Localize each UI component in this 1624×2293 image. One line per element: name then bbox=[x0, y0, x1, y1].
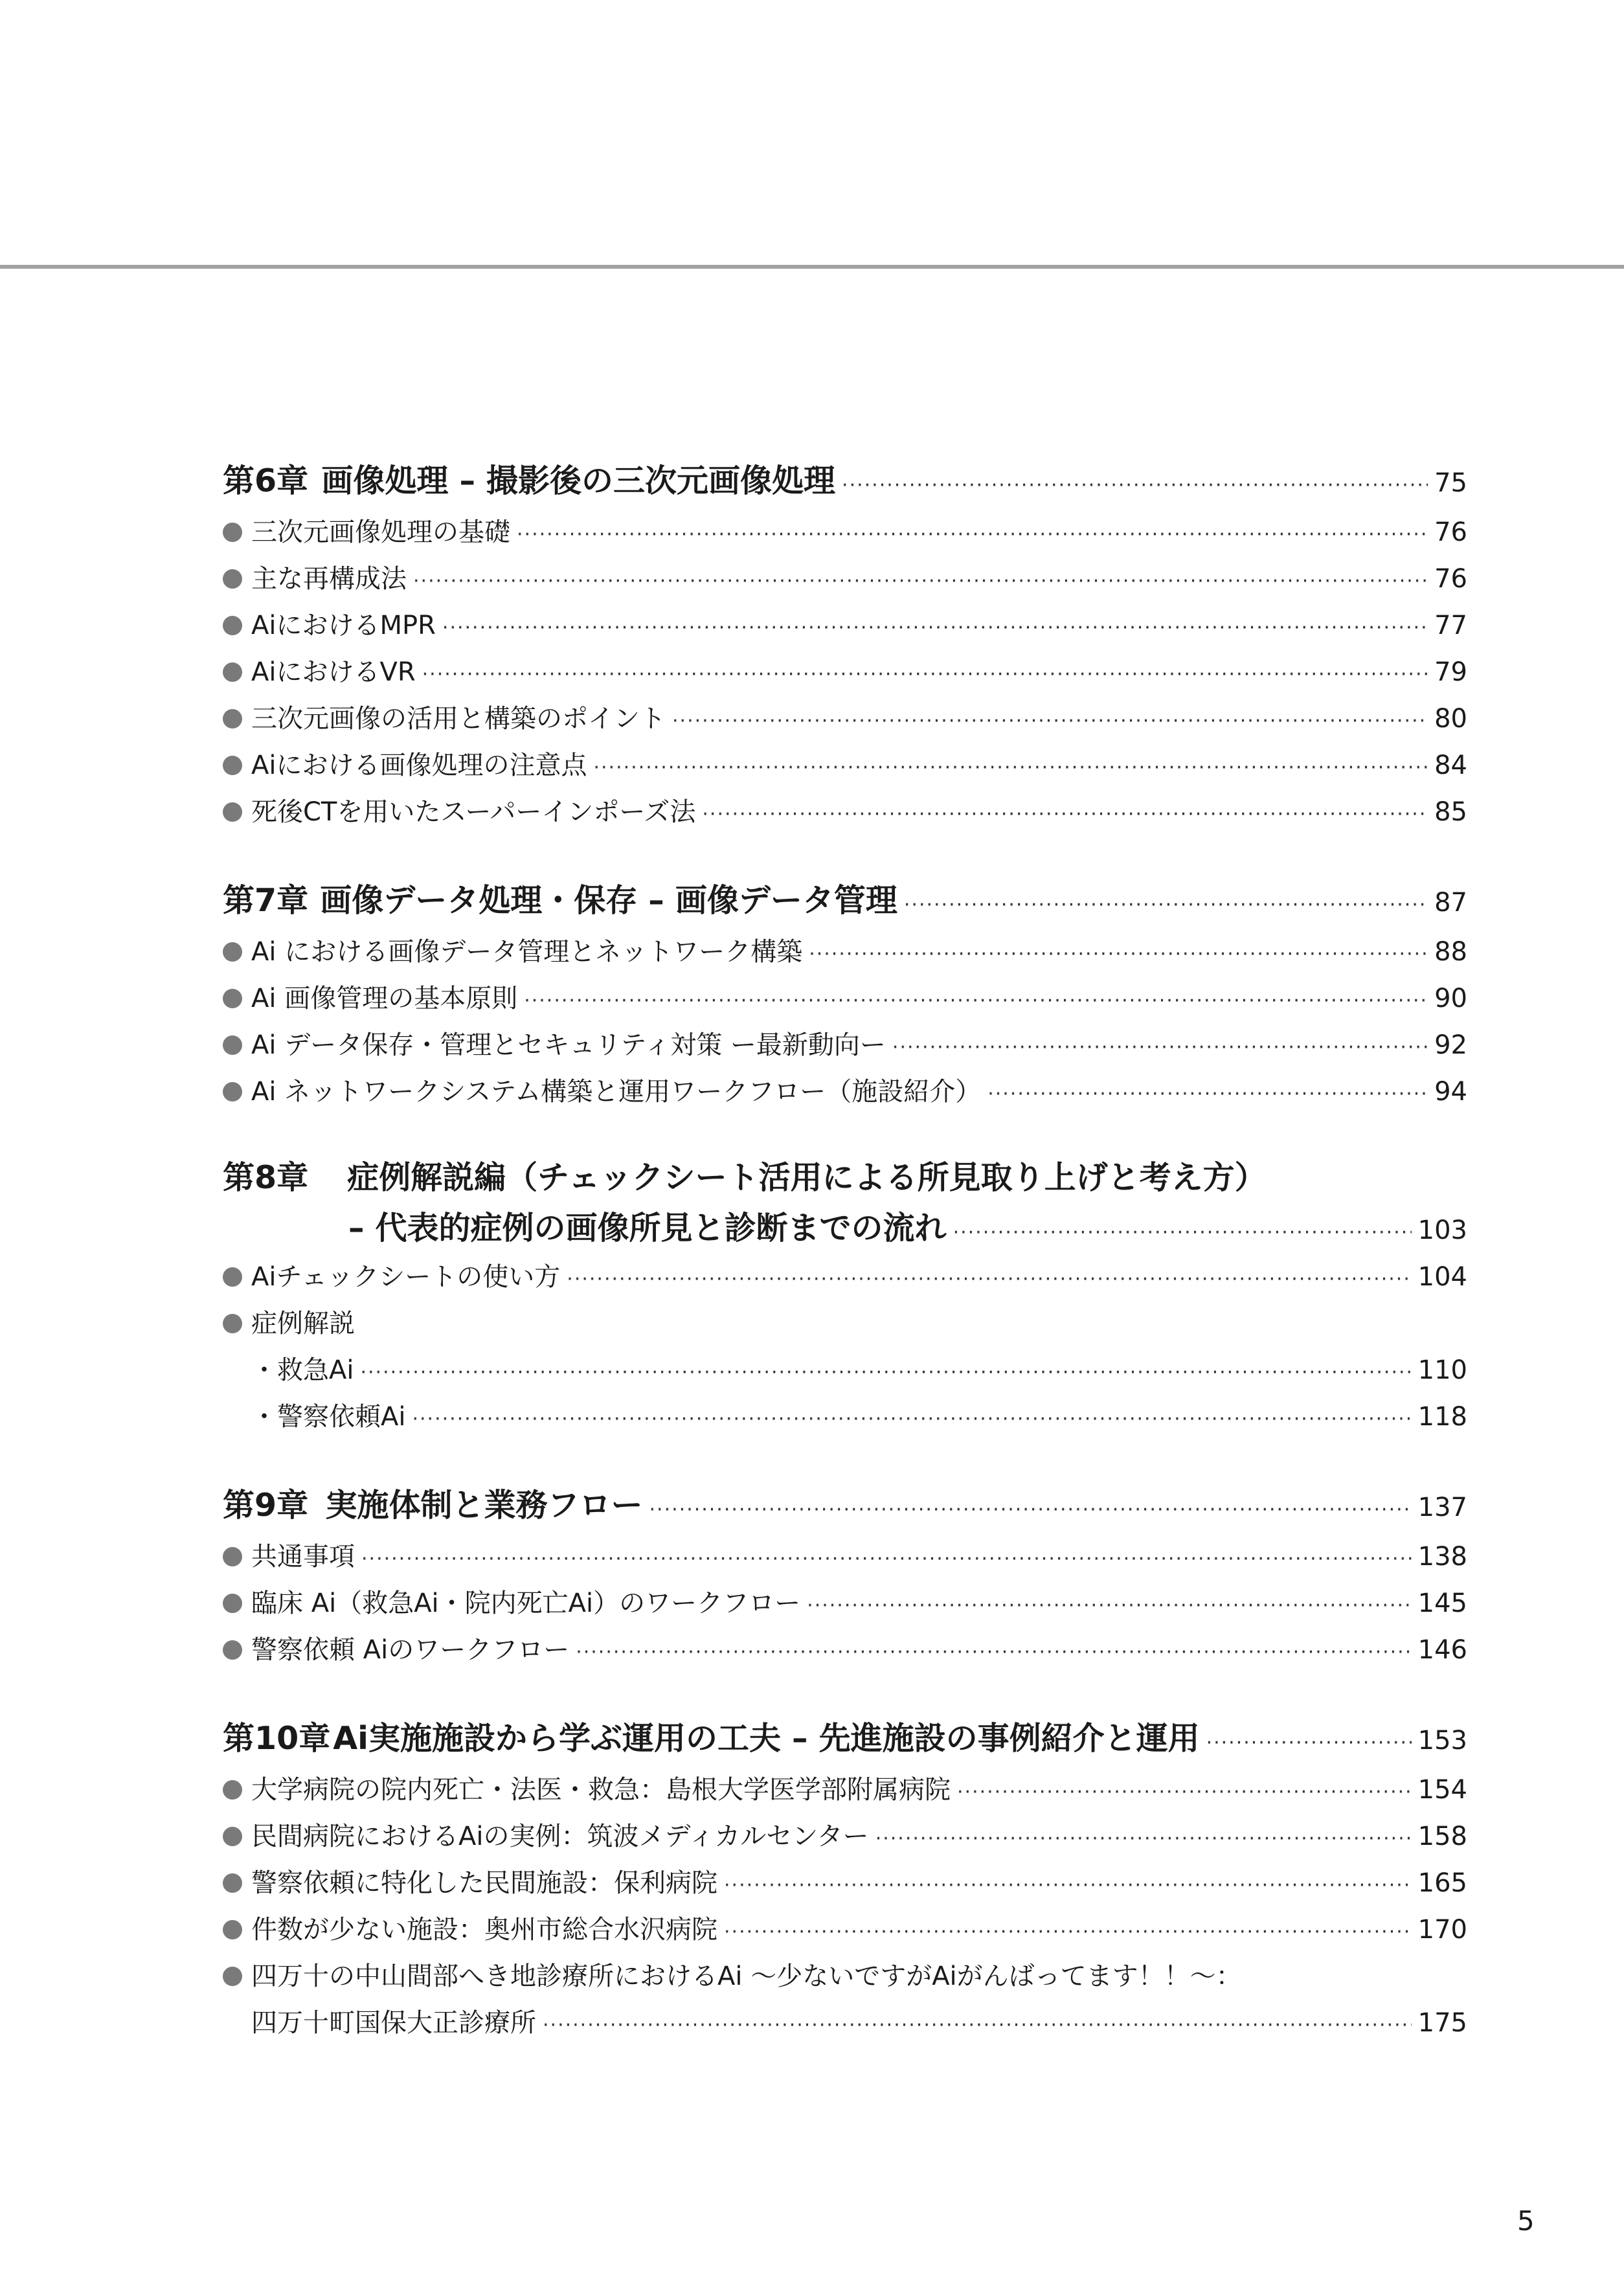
page-ref: 75 bbox=[1434, 468, 1467, 498]
leader-dots bbox=[724, 1862, 1412, 1909]
item-label: Aiにおける画像処理の注意点 bbox=[251, 751, 587, 780]
page-ref: 92 bbox=[1434, 1030, 1467, 1060]
leader-dots bbox=[361, 1536, 1412, 1583]
toc-item[interactable] bbox=[223, 1813, 1467, 1860]
bullet-icon bbox=[223, 1594, 242, 1613]
chapter-number: 第8章 bbox=[223, 1159, 309, 1196]
leader-dots bbox=[593, 745, 1428, 791]
item-label: AiにおけるMPR bbox=[251, 611, 436, 640]
item-label: 共通事項 bbox=[251, 1542, 355, 1572]
toc-item[interactable] bbox=[223, 742, 1467, 789]
leader-dots bbox=[412, 1396, 1411, 1443]
page-ref: 85 bbox=[1434, 797, 1467, 827]
leader-dots bbox=[442, 605, 1428, 651]
item-label: Ai における画像データ管理とネットワーク構築 bbox=[251, 937, 803, 967]
toc-item[interactable] bbox=[223, 1533, 1467, 1580]
chapter-heading[interactable] bbox=[223, 453, 1467, 509]
table-of-contents bbox=[223, 453, 1467, 2084]
leader-dots bbox=[807, 1583, 1411, 1629]
page-ref: 137 bbox=[1417, 1493, 1467, 1522]
page-ref: 88 bbox=[1434, 937, 1467, 967]
page-number: 5 bbox=[1517, 2205, 1535, 2237]
toc-item[interactable] bbox=[223, 1580, 1467, 1627]
item-label: 症例解説 bbox=[251, 1309, 355, 1339]
item-label: Ai 画像管理の基本原則 bbox=[251, 984, 518, 1013]
page-ref: 158 bbox=[1417, 1822, 1467, 1851]
toc-item[interactable] bbox=[223, 1300, 1467, 1347]
chapter-heading-subtitle[interactable] bbox=[223, 1203, 1467, 1254]
page-ref: 104 bbox=[1417, 1262, 1467, 1292]
toc-item[interactable] bbox=[223, 1906, 1467, 1953]
chapter-7 bbox=[223, 873, 1467, 1115]
item-label: Ai ネットワークシステム構築と運用ワークフロー（施設紹介） bbox=[251, 1077, 982, 1107]
bullet-icon bbox=[223, 1967, 242, 1986]
item-label: ・警察依頼Ai bbox=[251, 1402, 406, 1432]
item-label: 件数が少ない施設：奥州市総合水沢病院 bbox=[251, 1915, 717, 1945]
page-ref: 103 bbox=[1417, 1215, 1467, 1245]
item-label: 死後CTを用いたスーパーインポーズ法 bbox=[251, 797, 696, 827]
leader-dots bbox=[987, 1071, 1428, 1118]
leader-dots bbox=[809, 931, 1428, 978]
bullet-icon bbox=[223, 1547, 242, 1566]
chapter-heading[interactable] bbox=[223, 1711, 1467, 1767]
leader-dots bbox=[724, 1909, 1412, 1956]
page-ref: 94 bbox=[1434, 1077, 1467, 1107]
page-ref: 84 bbox=[1434, 751, 1467, 780]
bullet-icon bbox=[223, 1640, 242, 1660]
item-label: Aiチェックシートの使い方 bbox=[251, 1262, 561, 1292]
page-ref: 146 bbox=[1417, 1635, 1467, 1665]
bullet-icon bbox=[223, 942, 242, 962]
leader-dots bbox=[649, 1482, 1412, 1538]
item-label: 警察依頼に特化した民間施設：保利病院 bbox=[251, 1868, 717, 1898]
bullet-icon bbox=[223, 802, 242, 822]
chapter-title: 実施体制と業務フロー bbox=[325, 1487, 643, 1524]
chapter-number: 第10章 bbox=[223, 1720, 331, 1757]
toc-item[interactable] bbox=[223, 1022, 1467, 1068]
leader-dots bbox=[524, 978, 1428, 1024]
leader-dots bbox=[672, 698, 1428, 745]
bullet-icon bbox=[223, 1873, 242, 1893]
bullet-icon bbox=[223, 616, 242, 635]
toc-item[interactable] bbox=[223, 509, 1467, 556]
leader-dots bbox=[953, 1208, 1412, 1258]
leader-dots bbox=[892, 1024, 1428, 1071]
toc-item[interactable] bbox=[223, 789, 1467, 835]
bullet-icon bbox=[223, 1082, 242, 1101]
page-ref: 154 bbox=[1417, 1775, 1467, 1805]
leader-dots bbox=[1206, 1715, 1412, 1771]
bullet-icon bbox=[223, 709, 242, 729]
item-label: 三次元画像の活用と構築のポイント bbox=[251, 704, 666, 734]
page-ref: 153 bbox=[1417, 1726, 1467, 1756]
page-ref: 170 bbox=[1417, 1915, 1467, 1945]
bullet-icon bbox=[223, 1827, 242, 1846]
chapter-heading[interactable] bbox=[223, 1478, 1467, 1533]
leader-dots bbox=[702, 791, 1428, 838]
page-ref: 76 bbox=[1434, 517, 1467, 547]
chapter-8 bbox=[223, 1153, 1467, 1440]
bullet-icon bbox=[223, 662, 242, 682]
toc-item[interactable] bbox=[223, 602, 1467, 649]
item-label: 主な再構成法 bbox=[251, 564, 407, 594]
chapter-title: 画像処理 – 撮影後の三次元画像処理 bbox=[321, 462, 836, 499]
item-label: ・救急Ai bbox=[251, 1355, 354, 1385]
chapter-9 bbox=[223, 1478, 1467, 1673]
leader-dots bbox=[576, 1629, 1411, 1676]
toc-item[interactable] bbox=[223, 929, 1467, 975]
toc-item[interactable] bbox=[223, 1860, 1467, 1906]
chapter-title: 症例解説編（チェックシート活用による所見取り上げと考え方） bbox=[347, 1159, 1267, 1196]
bullet-icon bbox=[223, 523, 242, 542]
leader-dots bbox=[543, 2002, 1412, 2049]
item-label: 民間病院におけるAiの実例：筑波メディカルセンター bbox=[251, 1822, 869, 1851]
item-label: 三次元画像処理の基礎 bbox=[251, 517, 510, 547]
toc-subitem[interactable] bbox=[223, 1347, 1467, 1394]
toc-item[interactable] bbox=[223, 695, 1467, 742]
chapter-number: 第7章 bbox=[223, 882, 309, 919]
chapter-10 bbox=[223, 1711, 1467, 2046]
page-ref: 165 bbox=[1417, 1868, 1467, 1898]
chapter-heading[interactable] bbox=[223, 1153, 1467, 1203]
item-label: 警察依頼 Aiのワークフロー bbox=[251, 1635, 570, 1665]
bullet-icon bbox=[223, 569, 242, 589]
toc-item[interactable] bbox=[223, 556, 1467, 602]
toc-item[interactable] bbox=[223, 1953, 1467, 2000]
toc-item[interactable] bbox=[223, 1254, 1467, 1300]
chapter-6 bbox=[223, 453, 1467, 835]
leader-dots bbox=[567, 1256, 1411, 1303]
page-ref: 110 bbox=[1417, 1355, 1467, 1385]
toc-item[interactable] bbox=[223, 649, 1467, 695]
toc-item[interactable] bbox=[223, 975, 1467, 1022]
item-label: 大学病院の院内死亡・法医・救急：島根大学医学部附属病院 bbox=[251, 1775, 951, 1805]
toc-item-continuation[interactable] bbox=[223, 2000, 1467, 2046]
bullet-icon bbox=[223, 1035, 242, 1055]
toc-item[interactable] bbox=[223, 1767, 1467, 1813]
bullet-icon bbox=[223, 989, 242, 1008]
page-ref: 118 bbox=[1417, 1402, 1467, 1432]
page-ref: 87 bbox=[1434, 888, 1467, 918]
toc-item[interactable] bbox=[223, 1627, 1467, 1673]
chapter-heading[interactable] bbox=[223, 873, 1467, 929]
page-ref: 80 bbox=[1434, 704, 1467, 734]
bullet-icon bbox=[223, 1920, 242, 1939]
toc-subitem[interactable] bbox=[223, 1394, 1467, 1440]
leader-dots bbox=[413, 558, 1428, 605]
item-label: 四万十の中山間部へき地診療所におけるAi 〜少ないですがAiがんばってます！！〜： bbox=[251, 1961, 1242, 1991]
leader-dots bbox=[842, 458, 1428, 514]
top-rule bbox=[0, 265, 1624, 269]
bullet-icon bbox=[223, 1314, 242, 1333]
leader-dots bbox=[875, 1816, 1412, 1862]
page-ref: 79 bbox=[1434, 657, 1467, 687]
chapter-number: 第9章 bbox=[223, 1487, 309, 1524]
leader-dots bbox=[360, 1350, 1411, 1396]
chapter-number: 第6章 bbox=[223, 462, 309, 499]
page-ref: 77 bbox=[1434, 611, 1467, 640]
chapter-title: 画像データ処理・保存 – 画像データ管理 bbox=[320, 882, 897, 919]
page-ref: 145 bbox=[1417, 1588, 1467, 1618]
leader-dots bbox=[517, 512, 1428, 558]
bullet-icon bbox=[223, 1267, 242, 1287]
item-label: 臨床 Ai（救急Ai・院内死亡Ai）のワークフロー bbox=[251, 1588, 801, 1618]
leader-dots bbox=[904, 877, 1428, 933]
page-ref: 138 bbox=[1417, 1542, 1467, 1572]
toc-item[interactable] bbox=[223, 1068, 1467, 1115]
item-label: Ai データ保存・管理とセキュリティ対策 ー最新動向ー bbox=[251, 1030, 886, 1060]
page-ref: 90 bbox=[1434, 984, 1467, 1013]
bullet-icon bbox=[223, 1780, 242, 1800]
chapter-title: Ai実施施設から学ぶ運用の工夫 – 先進施設の事例紹介と運用 bbox=[333, 1720, 1200, 1757]
item-label: AiにおけるVR bbox=[251, 657, 416, 687]
leader-dots bbox=[957, 1769, 1412, 1816]
bullet-icon bbox=[223, 756, 242, 775]
chapter-subtitle: – 代表的症例の画像所見と診断までの流れ bbox=[348, 1210, 947, 1247]
item-label: 四万十町国保大正診療所 bbox=[251, 2008, 536, 2038]
page-ref: 76 bbox=[1434, 564, 1467, 594]
page-ref: 175 bbox=[1417, 2008, 1467, 2038]
leader-dots bbox=[422, 651, 1428, 698]
